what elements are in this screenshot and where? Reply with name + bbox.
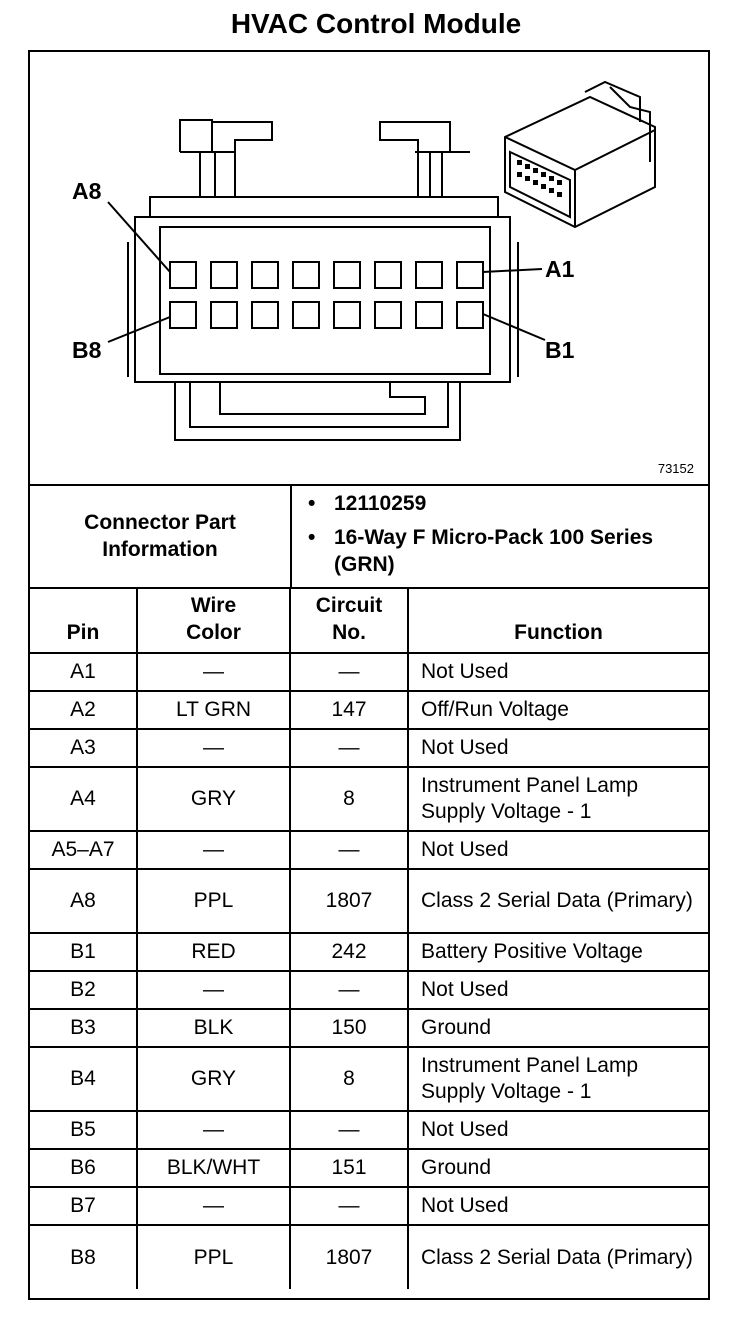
table-row — [30, 1009, 708, 1047]
cell-circuit: 242 — [290, 933, 408, 971]
cell-pin: B6 — [30, 1149, 137, 1187]
cell-circuit: — — [290, 1187, 408, 1225]
document-frame — [28, 50, 710, 1300]
page-title: HVAC Control Module — [230, 8, 522, 39]
table-row — [30, 1047, 708, 1111]
cell-wire: — — [137, 831, 290, 869]
pinout-table — [30, 589, 708, 1289]
cell-wire: — — [137, 729, 290, 767]
table-row — [30, 971, 708, 1009]
cell-wire: BLK/WHT — [137, 1149, 290, 1187]
cell-wire: — — [137, 653, 290, 691]
cell-wire: PPL — [137, 869, 290, 933]
header-wire-color: Wire Color — [137, 589, 290, 653]
table-row — [30, 1111, 708, 1149]
bullet-icon: • — [308, 492, 316, 515]
connector-info-item: • 12110259 — [308, 492, 427, 515]
cell-pin: A5–A7 — [30, 831, 137, 869]
cell-pin: B8 — [30, 1225, 137, 1289]
table-row — [30, 831, 708, 869]
header-pin: Pin — [30, 589, 137, 653]
table-row — [30, 869, 708, 933]
cell-function: Not Used — [408, 831, 708, 869]
cell-pin: A8 — [30, 869, 137, 933]
connector-info-label: Connector Part Information — [30, 486, 292, 587]
cell-function: Not Used — [408, 971, 708, 1009]
connector-info-item: • 16-Way F Micro-Pack 100 Series (GRN) — [308, 526, 654, 576]
cell-pin: B4 — [30, 1047, 137, 1111]
cell-wire: GRY — [137, 767, 290, 831]
table-row — [30, 729, 708, 767]
cell-function: Ground — [408, 1009, 708, 1047]
table-row — [30, 1225, 708, 1289]
header-function: Function — [408, 589, 708, 653]
cell-circuit: 1807 — [290, 869, 408, 933]
cell-function: Instrument Panel Lamp Supply Voltage - 1 — [408, 767, 708, 831]
cell-circuit: — — [290, 1111, 408, 1149]
bullet-icon: • — [308, 526, 316, 549]
table-row — [30, 653, 708, 691]
connector-diagram — [30, 52, 708, 486]
table-row — [30, 933, 708, 971]
cell-pin: A1 — [30, 653, 137, 691]
pin-label-b8: B8 — [72, 337, 102, 363]
connector-info-list — [308, 490, 698, 585]
connector-part-info — [30, 486, 708, 589]
cell-wire: — — [137, 1187, 290, 1225]
cell-wire: — — [137, 971, 290, 1009]
cell-function: Class 2 Serial Data (Primary) — [408, 869, 708, 933]
pin-label-a8: A8 — [72, 178, 102, 204]
cell-function: Instrument Panel Lamp Supply Voltage - 1 — [408, 1047, 708, 1111]
cell-pin: A4 — [30, 767, 137, 831]
cell-pin: B7 — [30, 1187, 137, 1225]
header-circuit: Circuit No. — [290, 589, 408, 653]
table-header-row — [30, 589, 708, 653]
table-row — [30, 691, 708, 729]
table-row — [30, 1187, 708, 1225]
cell-wire: BLK — [137, 1009, 290, 1047]
cell-function: Off/Run Voltage — [408, 691, 708, 729]
cell-circuit: — — [290, 971, 408, 1009]
cell-function: Not Used — [408, 729, 708, 767]
cell-circuit: 147 — [290, 691, 408, 729]
cell-function: Ground — [408, 1149, 708, 1187]
cell-function: Not Used — [408, 653, 708, 691]
cell-circuit: 150 — [290, 1009, 408, 1047]
cell-circuit: 8 — [290, 767, 408, 831]
cell-function: Not Used — [408, 1111, 708, 1149]
cell-wire: RED — [137, 933, 290, 971]
cell-pin: A3 — [30, 729, 137, 767]
cell-pin: A2 — [30, 691, 137, 729]
cell-wire: GRY — [137, 1047, 290, 1111]
cell-function: Battery Positive Voltage — [408, 933, 708, 971]
pin-label-a1: A1 — [545, 256, 575, 282]
cell-circuit: 1807 — [290, 1225, 408, 1289]
cell-pin: B1 — [30, 933, 137, 971]
figure-id: 73152 — [657, 461, 694, 476]
cell-function: Not Used — [408, 1187, 708, 1225]
table-row — [30, 1149, 708, 1187]
cell-circuit: 151 — [290, 1149, 408, 1187]
cell-pin: B5 — [30, 1111, 137, 1149]
cell-pin: B2 — [30, 971, 137, 1009]
pin-label-b1: B1 — [545, 337, 575, 363]
table-row — [30, 767, 708, 831]
cell-circuit: — — [290, 653, 408, 691]
cell-pin: B3 — [30, 1009, 137, 1047]
cell-circuit: — — [290, 831, 408, 869]
connector-face-drawing — [30, 52, 708, 484]
cell-circuit: 8 — [290, 1047, 408, 1111]
cell-circuit: — — [290, 729, 408, 767]
cell-wire: — — [137, 1111, 290, 1149]
cell-function: Class 2 Serial Data (Primary) — [408, 1225, 708, 1289]
cell-wire: LT GRN — [137, 691, 290, 729]
cell-wire: PPL — [137, 1225, 290, 1289]
